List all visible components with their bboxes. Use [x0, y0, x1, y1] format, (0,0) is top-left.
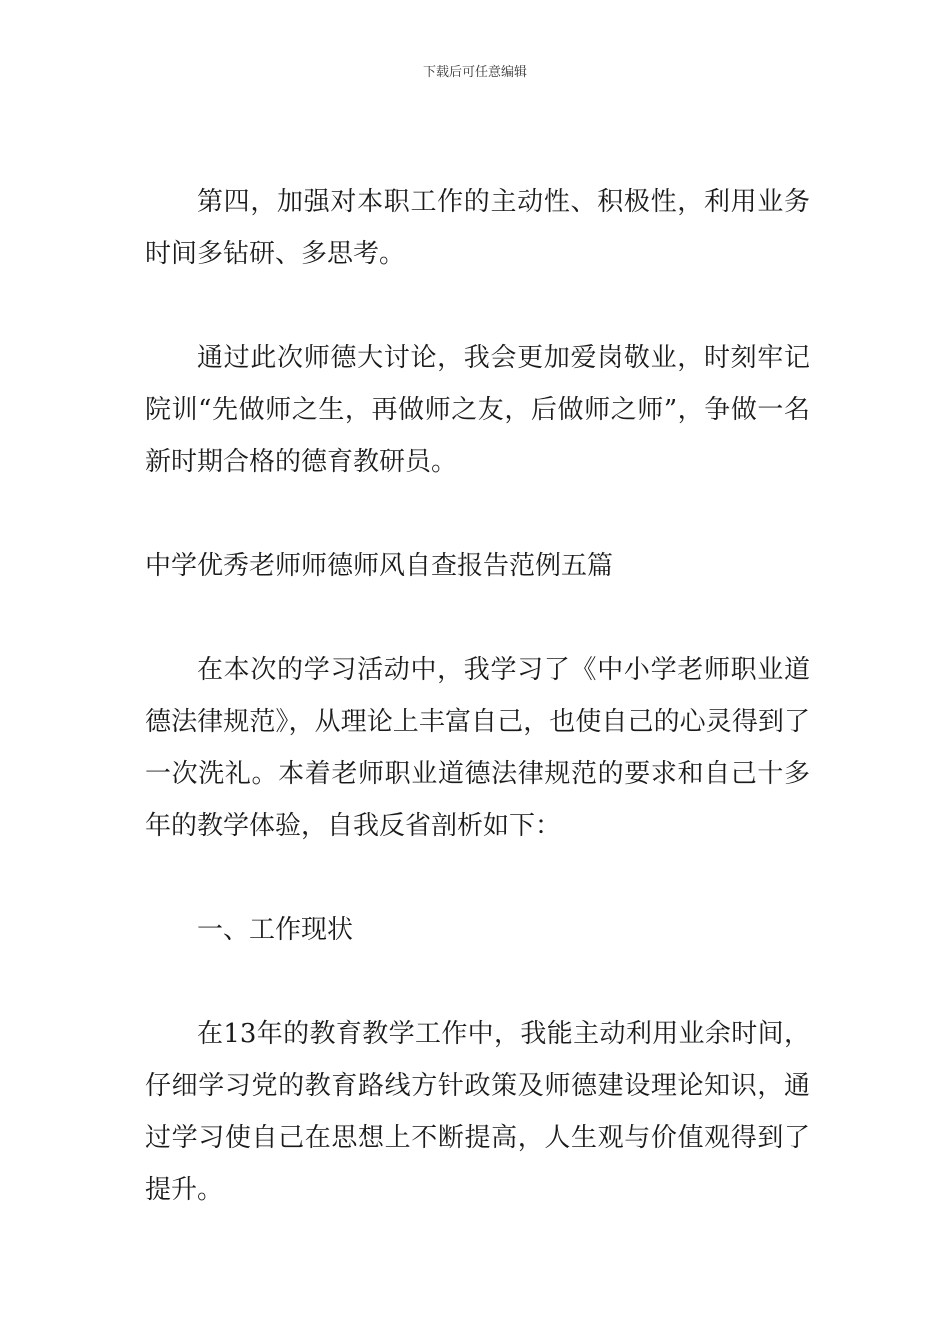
document-body — [145, 176, 810, 1216]
section-heading-work-status: 一、工作现状 — [197, 915, 354, 945]
paragraph-work-status: 在13年的教育教学工作中，我能主动利用业余时间，仔细学习党的教育路线方针政策及师德建设理论知识，通过学习使自己在思想上不断提高，人生观与价值观得到了提升。 — [145, 1019, 810, 1205]
paragraph-discussion-summary: 通过此次师德大讨论，我会更加爱岗敬业，时刻牢记院训“先做师之生，再做师之友，后做师之师”，争做一名新时期合格的德育教研员。 — [145, 343, 810, 477]
paragraph-fourth-point: 第四，加强对本职工作的主动性、积极性，利用业务时间多钻研、多思考。 — [145, 187, 810, 269]
document-title: 中学优秀老师师德师风自查报告范例五篇 — [145, 551, 614, 581]
page-header: 下载后可任意编辑 — [422, 65, 527, 80]
paragraph-introduction: 在本次的学习活动中，我学习了《中小学老师职业道德法律规范》，从理论上丰富自己，也使自己的心灵得到了一次洗礼。本着老师职业道德法律规范的要求和自己十多年的教学体验，自我反省剖析如下： — [145, 655, 810, 841]
